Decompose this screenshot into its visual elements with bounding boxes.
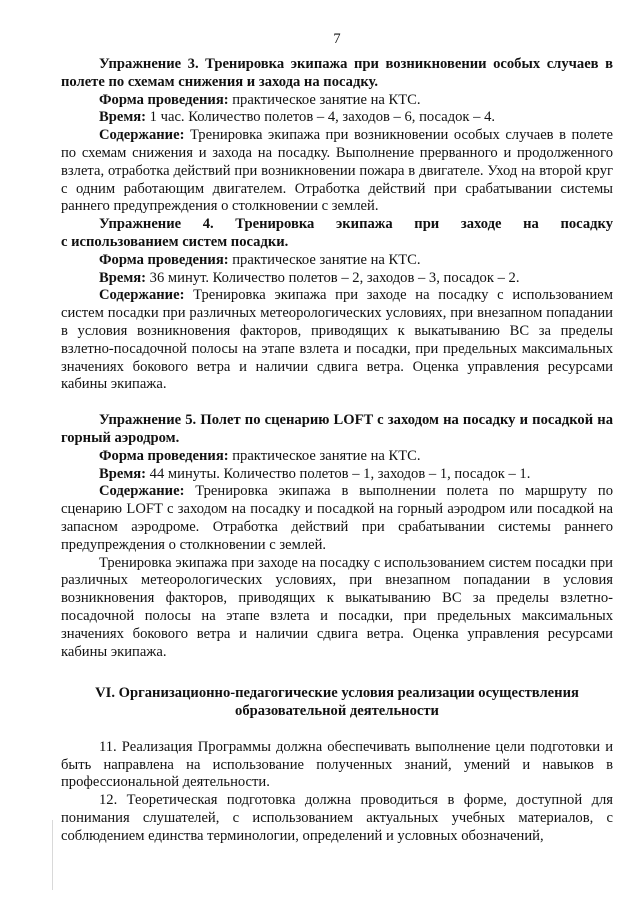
form-label: Форма проведения: (99, 251, 229, 268)
content-value: Тренировка экипажа в выполнении полета по маршруту по сценарию LOFT с заходом на посадку и посадкой на горный аэродром или посадкой на запасном аэродроме. Отработка действий при срабатывании системы раннего предупреждения о столкновении с землей. (61, 483, 613, 553)
form-value: практическое занятие на КТС. (228, 251, 421, 268)
content-value: Тренировка экипажа при заходе на посадку с использованием систем посадки при различных метеорологических условиях, при внезапном попадании в условия возникновения факторов, приводящих к выкатыванию ВС за пределы взлетно-посадочной полосы на этапе взлета и посадки, при предельных максимальных значениях бокового ветра и наличии сдвига ветра. Оценка управления ресурсами кабины экипажа. (61, 287, 613, 393)
form-value: практическое занятие на КТС. (228, 447, 421, 464)
exercise-5-time (61, 466, 613, 484)
exercise-3-time (61, 109, 613, 127)
exercise-4-title: Упражнение 4. Тренировка экипажа при заходе на посадку (99, 216, 613, 233)
paragraph-11: 11. Реализация Программы должна обеспечивать выполнение цели подготовки и быть направлена на использование полученных знаний, умений и навыков в профессиональной деятельности. (61, 738, 613, 791)
exercise-5-title: Упражнение 5. Полет по сценарию LOFT с заходом на посадку и посадкой на горный аэродром. (61, 412, 613, 446)
time-value: 36 минут. Количество полетов – 2, заходов – 3, посадок – 2. (146, 269, 520, 286)
time-value: 44 минуты. Количество полетов – 1, заходов – 1, посадок – 1. (146, 465, 531, 482)
exercise-4-form (61, 252, 613, 270)
exercise-3-form (61, 92, 613, 110)
page-number: 7 (333, 31, 341, 47)
exercise-5-extra-paragraph: Тренировка экипажа при заходе на посадку с использованием систем посадки при различных метеорологических условиях, при внезапном попадании в условия возникновения факторов, приводящих к выкатыванию ВС за пределы взлетно-посадочной полосы на этапе взлета и посадки, при предельных максимальных значениях бокового ветра и наличии сдвига ветра. Оценка управления ресурсами кабины экипажа. (61, 554, 613, 660)
exercise-4-time (61, 270, 613, 288)
form-label: Форма проведения: (99, 91, 229, 108)
page-edge-line (52, 820, 53, 890)
section-heading-cont: образовательной деятельности (235, 703, 439, 720)
time-value: 1 час. Количество полетов – 4, заходов – 6, посадок – 4. (146, 109, 496, 126)
exercise-3-content (61, 127, 613, 216)
section-heading: VI. Организационно-педагогические условия реализации осуществления (95, 685, 579, 702)
content-value: Тренировка экипажа при возникновении особых случаев в полете по схемам снижения и захода на посадку. Выполнение прерванного и продолженного взлета, отработка действий при возникновении пожара в двигателе. Уход на второй круг с одним работающим двигателем. Отработка действий при срабатывании системы раннего предупреждения о столкновении с землей. (61, 127, 613, 215)
paragraph-12: 12. Теоретическая подготовка должна проводиться в форме, доступной для понимания слушателей, с использованием актуальных учебных материалов, с соблюдением единства терминологии, определений и условных обозначений, (61, 792, 613, 844)
content-label: Содержание: (99, 483, 185, 500)
time-label: Время: (99, 109, 147, 126)
exercise-4-content (61, 287, 613, 394)
time-label: Время: (99, 269, 147, 286)
exercise-5-content (61, 483, 613, 554)
content-label: Содержание: (99, 127, 185, 144)
exercise-5-form (61, 448, 613, 466)
exercise-4-title-cont: с использованием систем посадки. (61, 233, 289, 250)
exercise-3-title: Упражнение 3. Тренировка экипажа при возникновении особых случаев в полете по схемам снижения и захода на посадку. (61, 56, 613, 90)
content-label: Содержание: (99, 287, 185, 304)
form-label: Форма проведения: (99, 447, 229, 464)
form-value: практическое занятие на КТС. (228, 91, 421, 108)
time-label: Время: (99, 465, 147, 482)
